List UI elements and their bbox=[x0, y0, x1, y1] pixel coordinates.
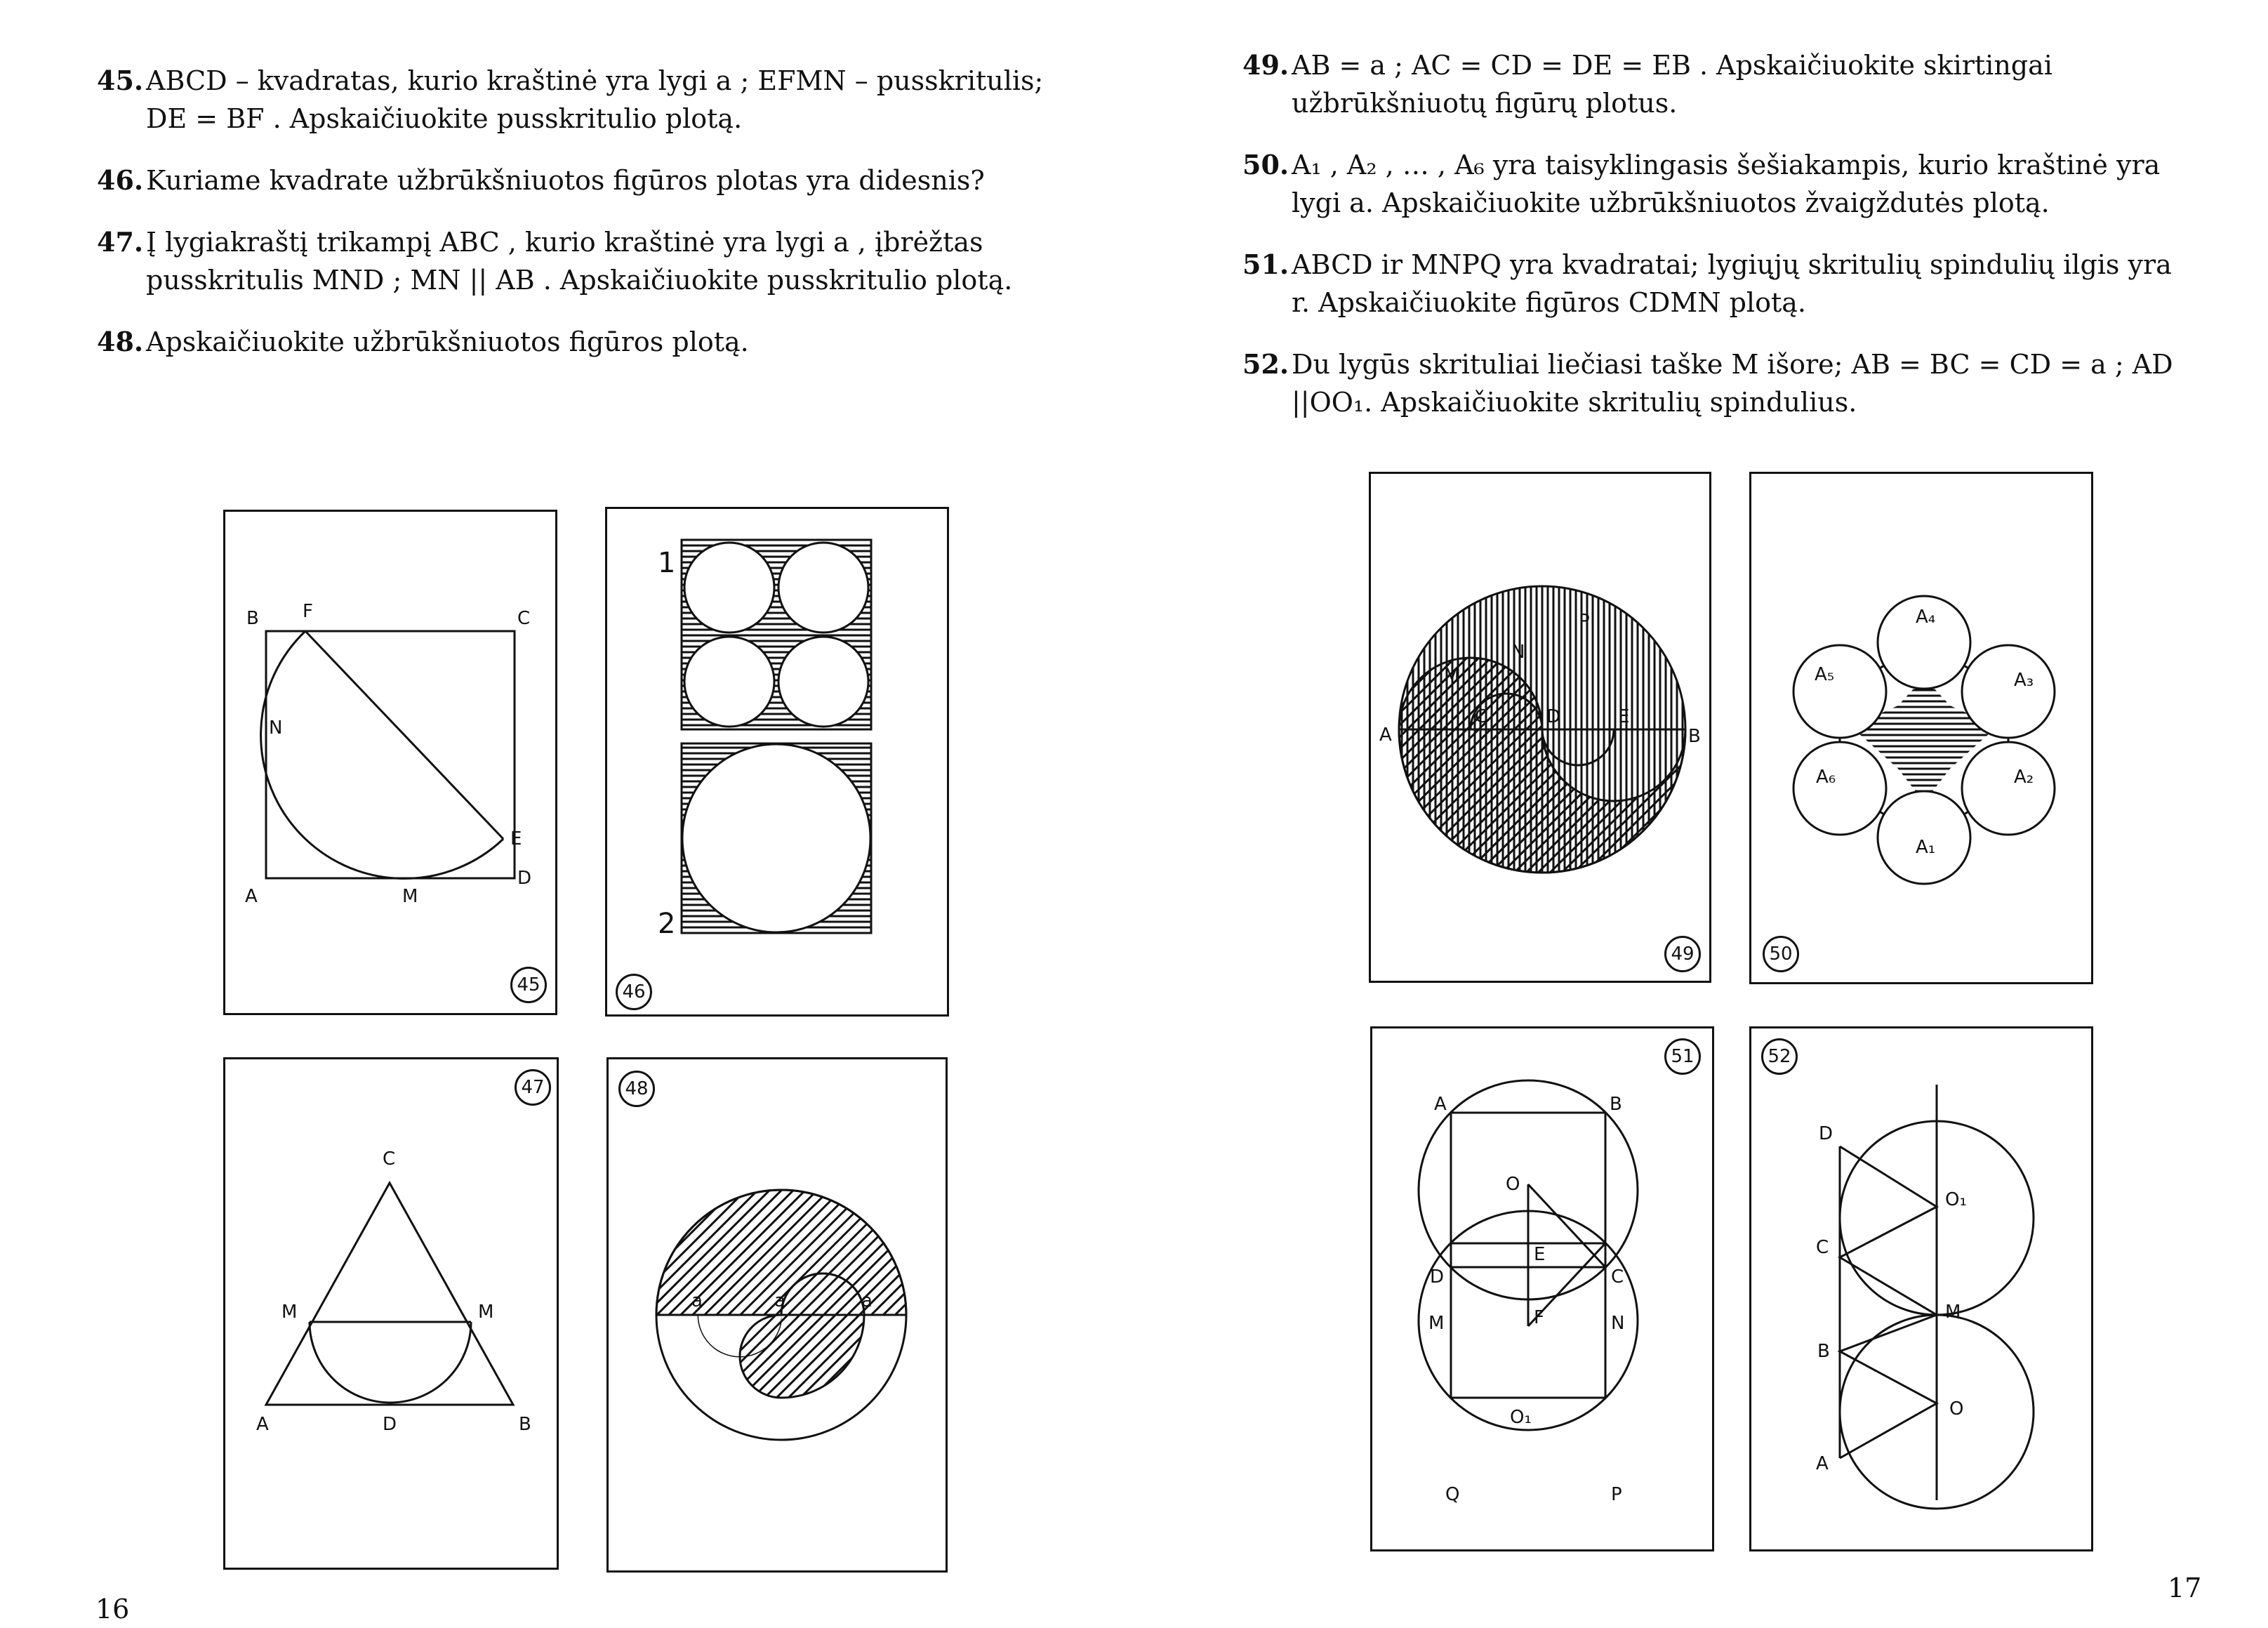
label-m: M bbox=[1945, 1302, 1961, 1323]
label-m: M bbox=[402, 886, 418, 907]
problem-49 bbox=[1242, 46, 2197, 122]
label-m: M bbox=[281, 1302, 298, 1323]
figure-47-drawing bbox=[225, 1059, 561, 1572]
figure-52-panel bbox=[1749, 1026, 2093, 1551]
right-problem-list bbox=[1242, 46, 2197, 445]
label-c: C bbox=[383, 1149, 396, 1170]
label-c: C bbox=[1816, 1237, 1829, 1258]
problem-number: 51. bbox=[1242, 249, 1289, 280]
problem-text: AB = a ; AC = CD = DE = EB . Apskaičiuokite skirtingai užbrūkšniuotų figūrų plotus. bbox=[1292, 50, 2053, 119]
label-e: E bbox=[1534, 1244, 1546, 1265]
figure-48-drawing bbox=[609, 1059, 950, 1575]
problem-52 bbox=[1242, 345, 2197, 421]
figure-49-drawing bbox=[1371, 474, 1713, 985]
figure-46-drawing bbox=[607, 509, 951, 1019]
label-q: Q bbox=[1445, 1484, 1460, 1505]
label-a: A bbox=[1816, 1453, 1829, 1474]
label-d: D bbox=[517, 868, 532, 889]
figure-badge: 47 bbox=[515, 1069, 551, 1106]
label-a1: a bbox=[691, 1290, 703, 1311]
problem-text: A₁ , A₂ , … , A₆ yra taisyklingasis šešiakampis, kurio kraštinė yra lygi a. Apskaičiuokite užbrūkšniuotos žvaigždutės plotą. bbox=[1292, 150, 2161, 218]
problem-number: 49. bbox=[1242, 49, 1289, 81]
problem-text: Kuriame kvadrate užbrūkšniuotos figūros plotas yra didesnis? bbox=[146, 165, 985, 196]
figure-badge: 52 bbox=[1761, 1038, 1798, 1075]
label-a1: A₁ bbox=[1916, 837, 1936, 858]
figure-45-drawing bbox=[225, 512, 559, 1017]
label-a: A bbox=[1379, 724, 1392, 746]
label-b: B bbox=[246, 608, 259, 629]
figure-badge: 46 bbox=[616, 974, 652, 1010]
label-a6: A₆ bbox=[1816, 767, 1836, 788]
figure-52-drawing bbox=[1751, 1028, 2095, 1554]
label-d: D bbox=[1546, 706, 1561, 727]
label-b: B bbox=[1610, 1094, 1622, 1115]
label-d: D bbox=[1819, 1123, 1833, 1144]
figure-45-panel bbox=[223, 510, 557, 1015]
problem-47 bbox=[97, 223, 1052, 299]
label-e: E bbox=[1618, 706, 1630, 727]
problem-number: 50. bbox=[1242, 149, 1289, 180]
label-e: E bbox=[510, 828, 522, 849]
figure-48-panel bbox=[606, 1057, 948, 1573]
page-number-right: 17 bbox=[2168, 1573, 2202, 1603]
label-two: 2 bbox=[658, 908, 676, 940]
label-f: F bbox=[303, 601, 313, 622]
figure-51-drawing bbox=[1372, 1028, 1716, 1554]
figure-49-panel bbox=[1369, 472, 1711, 983]
label-a3: A₃ bbox=[2014, 670, 2034, 691]
figure-50-drawing bbox=[1751, 474, 2095, 986]
problem-50 bbox=[1242, 146, 2197, 222]
label-a3: a bbox=[861, 1290, 873, 1311]
label-a4: A₄ bbox=[1916, 607, 1936, 628]
label-a2: A₂ bbox=[2014, 767, 2034, 788]
problem-text: ABCD ir MNPQ yra kvadratai; lygiųjų skritulių spindulių ilgis yra r. Apskaičiuokite figūros CDMN plotą. bbox=[1292, 249, 2172, 318]
problem-text: Apskaičiuokite užbrūkšniuotos figūros plotą. bbox=[146, 326, 749, 357]
label-b: B bbox=[1688, 726, 1701, 747]
problem-number: 46. bbox=[97, 164, 144, 196]
label-a: A bbox=[1434, 1094, 1447, 1115]
label-n: N bbox=[1611, 1313, 1625, 1334]
label-n: N bbox=[1511, 642, 1525, 663]
figure-badge: 51 bbox=[1664, 1038, 1701, 1075]
label-d: D bbox=[383, 1414, 397, 1435]
label-b: B bbox=[519, 1414, 531, 1435]
label-a: A bbox=[256, 1414, 269, 1435]
label-n: N bbox=[269, 717, 283, 739]
left-problem-list bbox=[97, 62, 1052, 385]
figure-51-panel bbox=[1370, 1026, 1714, 1551]
label-c: C bbox=[1611, 1266, 1624, 1288]
figure-47-panel bbox=[223, 1057, 559, 1570]
label-p: P bbox=[1579, 611, 1590, 632]
problem-text: ABCD – kvadratas, kurio kraštinė yra lygi a ; EFMN – pusskritulis; DE = BF . Apskaičiuokite pusskritulio plotą. bbox=[146, 65, 1044, 134]
figure-badge: 50 bbox=[1763, 936, 1799, 972]
label-a2: a bbox=[774, 1290, 785, 1311]
problem-number: 48. bbox=[97, 326, 144, 357]
problem-text: Į lygiakraštį trikampį ABC , kurio kraštinė yra lygi a , įbrėžtas pusskritulis MND ; MN || AB . Apskaičiuokite pusskritulio plotą. bbox=[146, 227, 1013, 296]
figure-50-panel bbox=[1749, 472, 2093, 984]
label-n: M bbox=[478, 1302, 494, 1323]
label-p: P bbox=[1611, 1484, 1622, 1505]
label-c: C bbox=[517, 608, 531, 629]
label-a: A bbox=[245, 886, 258, 907]
label-o: O bbox=[1949, 1398, 1964, 1419]
figure-46-panel bbox=[605, 507, 949, 1017]
problem-48 bbox=[97, 323, 1052, 361]
problem-45 bbox=[97, 62, 1052, 138]
label-m: M bbox=[1444, 666, 1460, 687]
label-o: O bbox=[1506, 1174, 1520, 1195]
label-m: M bbox=[1428, 1313, 1445, 1334]
page-number-left: 16 bbox=[95, 1594, 130, 1624]
label-o1: O₁ bbox=[1510, 1407, 1532, 1428]
figure-badge: 45 bbox=[510, 967, 547, 1003]
problem-46 bbox=[97, 161, 1052, 199]
figure-badge: 48 bbox=[618, 1071, 655, 1107]
problem-number: 45. bbox=[97, 65, 144, 96]
figure-badge: 49 bbox=[1664, 936, 1701, 972]
problem-number: 47. bbox=[97, 226, 144, 258]
problem-51 bbox=[1242, 246, 2197, 322]
label-c: C bbox=[1475, 706, 1488, 727]
label-o1: O₁ bbox=[1945, 1189, 1967, 1210]
problem-number: 52. bbox=[1242, 348, 1289, 380]
problem-text: Du lygūs skrituliai liečiasi taške M išore; AB = BC = CD = a ; AD ||OO₁. Apskaičiuokite skritulių spindulius. bbox=[1292, 349, 2173, 418]
label-d: D bbox=[1430, 1266, 1445, 1288]
label-f: F bbox=[1534, 1307, 1544, 1328]
label-b: B bbox=[1817, 1341, 1830, 1362]
label-one: 1 bbox=[658, 547, 676, 579]
label-a5: A₅ bbox=[1815, 664, 1835, 685]
